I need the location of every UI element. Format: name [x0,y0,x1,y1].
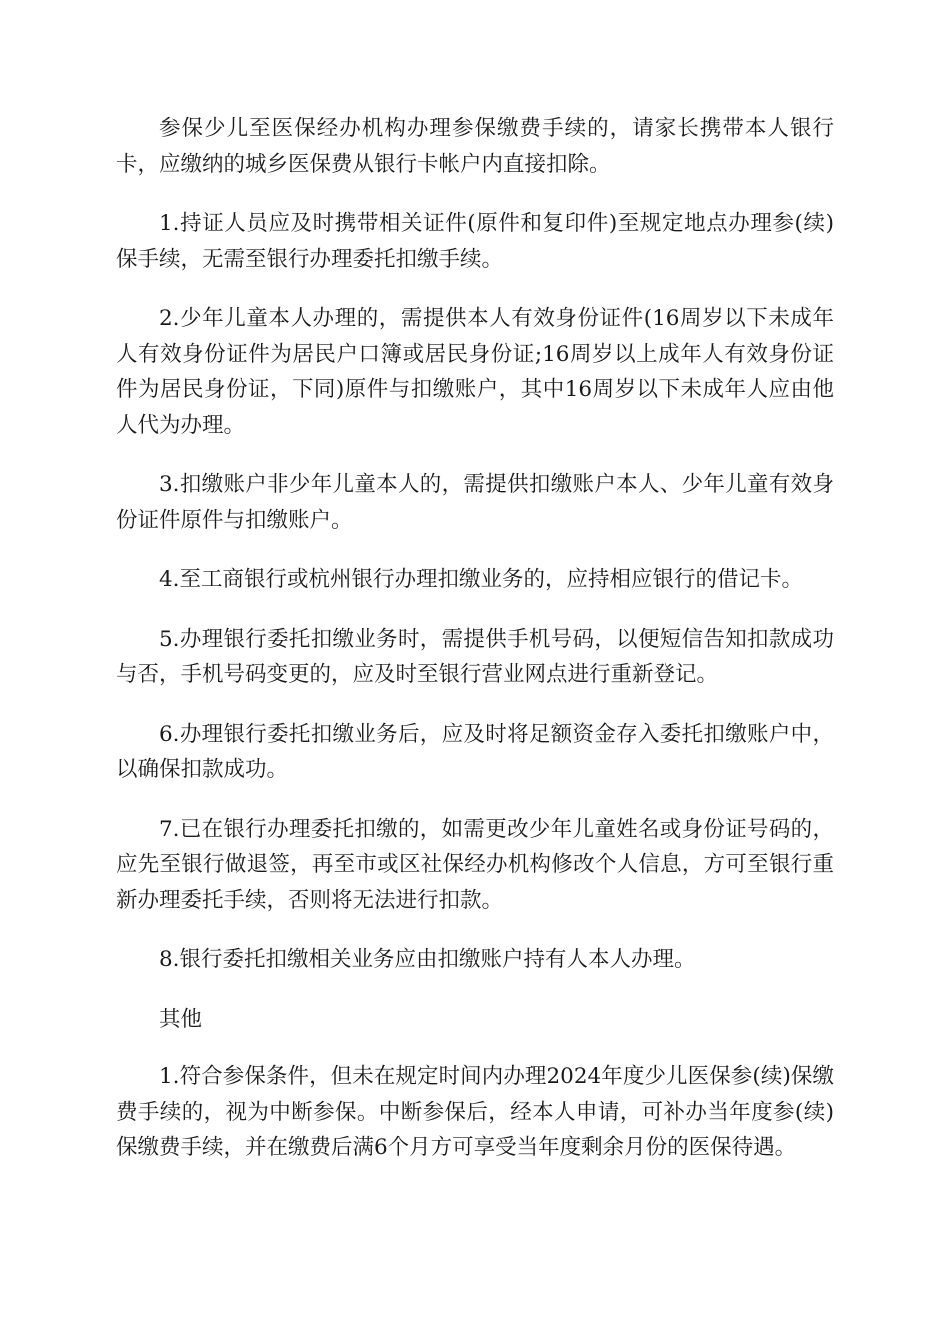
paragraph-item-8: 8.银行委托扣缴相关业务应由扣缴账户持有人本人办理。 [159,947,696,972]
paragraph-item-7: 7.已在银行办理委托扣缴的，如需更改少年儿童姓名或身份证号码的，应先至银行做退签，再至市或区社保经办机构修改个人信息，方可至银行重新办理委托手续，否则将无法进行扣款。 [116,816,834,913]
paragraph-item-4: 4.至工商银行或杭州银行办理扣缴业务的，应持相应银行的借记卡。 [159,567,804,592]
paragraph-item-5: 5.办理银行委托扣缴业务时，需提供手机号码，以便短信告知扣款成功与否，手机号码变更的，应及时至银行营业网点进行重新登记。 [116,626,834,687]
section-heading-other: 其他 [159,1006,203,1032]
paragraph-item-1: 1.持证人员应及时携带相关证件(原件和复印件)至规定地点办理参(续)保手续，无需至银行办理委托扣缴手续。 [116,211,834,272]
document-body [116,111,834,1190]
paragraph-item-2: 2.少年儿童本人办理的，需提供本人有效身份证件(16周岁以下未成年人有效身份证件为居民户口簿或居民身份证;16周岁以上成年人有效身份证件为居民身份证，下同)原件与扣缴账户，其中16周岁以下未成年人应由他人代为办理。 [116,306,834,438]
paragraph-other-item-1: 1.符合参保条件，但未在规定时间内办理2024年度少儿医保参(续)保缴费手续的，视为中断参保。中断参保后，经本人申请，可补办当年度参(续)保缴费手续，并在缴费后满6个月方可享受当年度剩余月份的医保待遇。 [116,1064,834,1160]
paragraph-intro: 参保少儿至医保经办机构办理参保缴费手续的，请家长携带本人银行卡，应缴纳的城乡医保费从银行卡帐户内直接扣除。 [116,116,834,177]
paragraph-item-3: 3.扣缴账户非少年儿童本人的，需提供扣缴账户本人、少年儿童有效身份证件原件与扣缴账户。 [116,472,834,533]
paragraph-item-6: 6.办理银行委托扣缴业务后，应及时将足额资金存入委托扣缴账户中，以确保扣款成功。 [116,721,834,782]
